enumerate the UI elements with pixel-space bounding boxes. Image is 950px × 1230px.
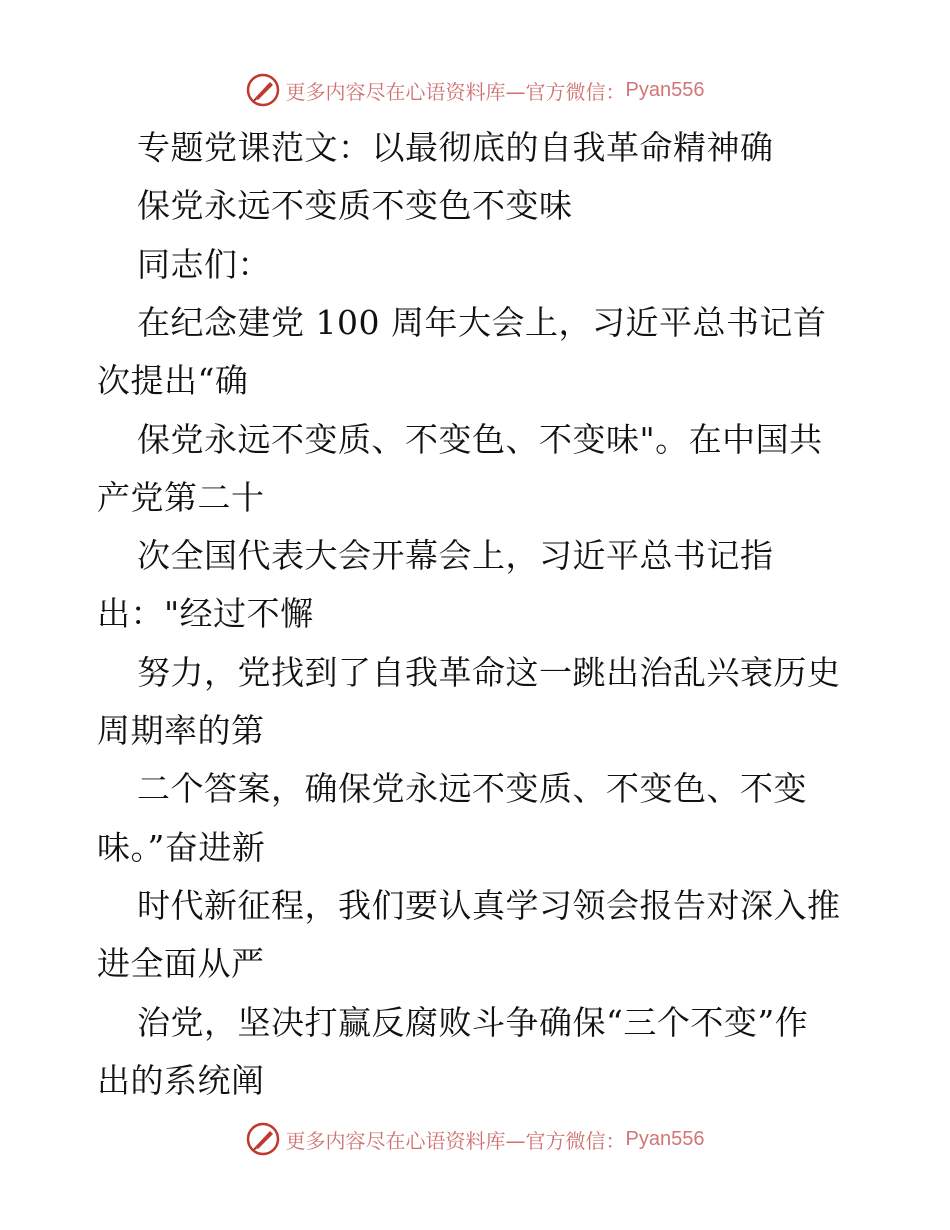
text-line: 保党永远不变质、不变色、不变味"。在中国共 xyxy=(137,420,823,459)
header-watermark xyxy=(0,70,950,110)
quill-logo-icon xyxy=(246,73,280,107)
text-line: 时代新征程，我们要认真学习领会报告对深入推 xyxy=(137,886,841,925)
watermark-text: 更多内容尽在心语资料库—官方微信： xyxy=(285,79,626,104)
text-line: 努力，党找到了自我革命这一跳出治乱兴衰历史 xyxy=(137,653,841,692)
text-line: 出的系统阐 xyxy=(97,1061,265,1100)
text-line: 二个答案，确保党永远不变质、不变色、不变 xyxy=(137,769,807,808)
text-line: 专题党课范文：以最彻底的自我革命精神确 xyxy=(137,128,774,167)
text-line: 味。”奋进新 xyxy=(97,828,266,867)
text-line: 次全国代表大会开幕会上，习近平总书记指 xyxy=(137,536,774,575)
watermark-wechat-id: Pyan556 xyxy=(625,78,705,101)
quill-logo-icon xyxy=(246,1122,280,1156)
text-line: 周期率的第 xyxy=(97,711,265,750)
text-line: 产党第二十 xyxy=(97,478,265,517)
watermark-text: 更多内容尽在心语资料库—官方微信： xyxy=(285,1128,626,1153)
footer-watermark xyxy=(0,1119,950,1159)
text-line: 治党，坚决打赢反腐败斗争确保“三个不变”作 xyxy=(137,1003,809,1042)
text-line: 进全面从严 xyxy=(97,944,265,983)
text-line: 出："经过不懈 xyxy=(97,594,314,633)
text-line: 次提出“确 xyxy=(97,361,249,400)
watermark-wechat-id: Pyan556 xyxy=(625,1127,705,1150)
text-line: 在纪念建党 100 周年大会上，习近平总书记首 xyxy=(137,303,827,342)
text-line: 同志们： xyxy=(137,245,271,284)
text-line: 保党永远不变质不变色不变味 xyxy=(137,186,573,225)
